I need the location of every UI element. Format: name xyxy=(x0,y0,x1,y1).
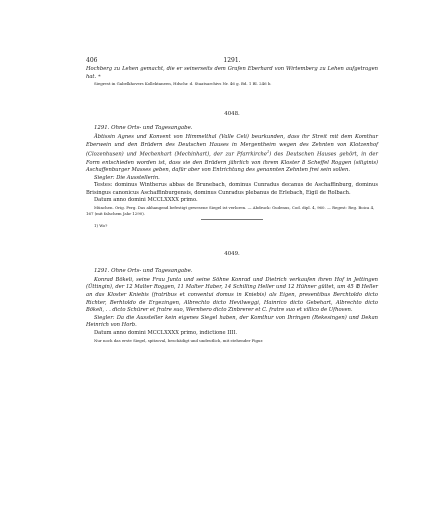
summary-4048-part1: Äbtissin Agnes und Konvent von Himmelthal (Valle Celi) beurkunden, dass ihr Streit mit dem Komthur Eberwein und den Brüdern des Deutschen Hauses in Mergentheim wegen des Zehnten von Klotzenhof (Clozenhusen) und Mechenhart (Mechinhart), der zur Pfarrkirche xyxy=(86,134,378,158)
siegler-4049: Siegler: Da die Aussteller kein eigenes Siegel haben, der Komthur von Ihringen (Rekesingen) und Dekan Heinrich von Horb. xyxy=(86,314,378,329)
footnote-ref: 1 xyxy=(266,150,270,155)
previous-source-note: Siegrest in Gabelkhovers Kollektaneen, Hdschr. d. Staatsarchivs Nr. 46 g. Bd. 1 Bl. 246 b. xyxy=(94,81,272,87)
document-4049 xyxy=(86,277,378,343)
source-note-4049: Nur noch das erste Siegel, spitzoval, beschädigt und undeutlich, mit stehender Figur. xyxy=(94,337,264,343)
dateline-4048: 1291. Ohne Orts- und Tagesangabe. xyxy=(94,125,193,131)
datum-4049: Datum anno domini MCCLXXXX primo, indictione IIII. xyxy=(94,330,238,337)
document-number-4049: 4049. xyxy=(224,250,240,257)
summary-4048 xyxy=(86,134,378,175)
summary-4049: Konrad Bökeli, seine Frau Junta und seine Söhne Konrad und Dietrich verkaufen ihren Hof in Jettingen (Üttingin), der 12 Malter Roggen, 11 Malter Haber, 14 Schilling Heller und 12 Hühner gültet, um 45 ℔ Heller an das Kloster Kniebis (fratribus et conventui domus in Kniebis) als Eigen, presentibus Berchtoldo dicto Richter, Berhtoldo de Ergezingen, Albrechto dicto Hevilweggi, Hainrico dicto Gebehart, Albrechto dicto Bökeli, . . dicto Schürer et fratre suo, Wernhero dicto Zinbrerer et C. fratre suo et villico de Ufhoven. xyxy=(86,276,378,314)
footnote-4048: 1) Wo? xyxy=(94,223,108,229)
previous-text-body: Hochberg zu Lehen gemacht, die er seinerseits dem Grafen Eberhard von Wirtemberg zu Lehen aufgetragen hat. xyxy=(86,66,378,80)
siegler-4048: Siegler: Die Ausstellerin. xyxy=(94,174,160,181)
datum-4048: Datum anno domini MCCLXXXX primo. xyxy=(94,197,198,204)
document-page xyxy=(86,57,378,343)
previous-document-tail xyxy=(86,66,378,93)
page-number: 406 xyxy=(86,57,98,64)
document-number-4048: 4048. xyxy=(224,111,240,117)
page-header xyxy=(86,57,378,66)
annotation-mark: * xyxy=(98,73,101,80)
source-note-4048: München. Orig. Perg. Das abhangend befestigt gewesene Siegel ist verloren. — Abdruck: Gudenus, Cod. dipl. 4, 960. — Regest: Reg. Boica 4, 167 (mit falschem Jahr 1290). xyxy=(86,205,375,216)
testes-4048: Testes: dominus Wintherus abbas de Brunebach, dominus Cunradus decanus de Aschaffinburg, dominus Brisingus canonicus Aschaffinburgensis, dominus Cunradus plebanus de Erlebach, Eigil de Rolbach. xyxy=(86,182,378,196)
running-year: 1291. xyxy=(223,57,241,64)
document-4048 xyxy=(86,134,378,229)
summary-4048-part2: ) des Deutschen Hauses gehört, in der Form entschieden worden ist, dass sie den Brüdern jährlich von ihrem Kloster 8 Scheffel Roggen (siliginis) Aschaffenburger Masses geben, dafür aber von Entrichtung des genannten Zehnten frei sein sollen. xyxy=(86,151,378,174)
dateline-4049: 1291. Ohne Orts- und Tagesangabe. xyxy=(94,267,193,274)
previous-text xyxy=(86,66,378,81)
footnote-divider xyxy=(201,219,263,220)
